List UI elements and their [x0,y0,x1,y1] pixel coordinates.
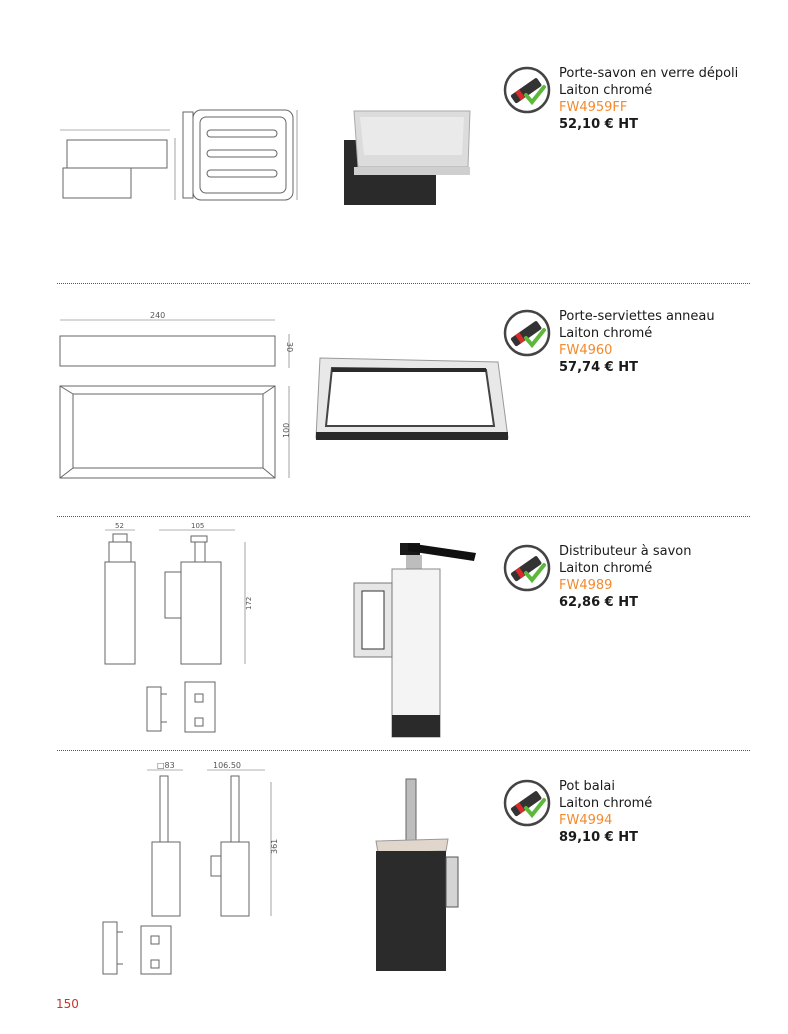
technical-drawing-soap-dish [55,100,305,220]
page-number: 150 [56,997,79,1011]
product-name: Porte-serviettes anneau [559,309,715,324]
product-price: 52,10 € HT [559,117,638,132]
product-photo-towel-ring [312,352,512,447]
product-text-toilet-brush [559,778,652,846]
dimension-depth: 106.50 [213,761,241,770]
section-separator [57,750,750,751]
product-name: Distributeur à savon [559,544,692,559]
technical-drawing-soap-dispenser [95,522,295,747]
product-photo-soap-dish [340,105,480,210]
dimension-height: 172 [245,596,253,610]
product-text-soap-dispenser [559,543,691,611]
product-text-soap-dish [559,65,738,133]
product-photo-soap-dispenser [348,535,508,740]
dimension-width: 52 [115,522,124,530]
dimension-width: □83 [157,761,175,770]
product-ref: FW4960 [559,343,613,358]
dimension-depth: 100 [282,422,291,438]
product-ref: FW4959FF [559,100,628,115]
technical-drawing-towel-ring [55,308,305,488]
product-ref: FW4989 [559,578,613,593]
dimension-height: 30 [285,342,294,353]
product-name: Pot balai [559,779,615,794]
product-material: Laiton chromé [559,326,653,341]
product-price: 89,10 € HT [559,830,638,845]
section-separator [57,516,750,517]
product-photo-toilet-brush [368,775,468,975]
dimension-depth: 105 [191,522,205,530]
dimension-height: 361 [270,838,279,854]
product-material: Laiton chromé [559,83,653,98]
product-ref: FW4994 [559,813,613,828]
product-name: Porte-savon en verre dépoli [559,66,739,81]
product-material: Laiton chromé [559,796,653,811]
tube-check-badge-icon [502,778,552,828]
section-separator [57,283,750,284]
tube-check-badge-icon [502,543,552,593]
dimension-width: 240 [150,311,166,320]
product-price: 57,74 € HT [559,360,638,375]
tube-check-badge-icon [502,308,552,358]
tube-check-badge-icon [502,65,552,115]
product-text-towel-ring [559,308,715,376]
product-material: Laiton chromé [559,561,653,576]
product-price: 62,86 € HT [559,595,638,610]
technical-drawing-toilet-brush [95,760,295,990]
